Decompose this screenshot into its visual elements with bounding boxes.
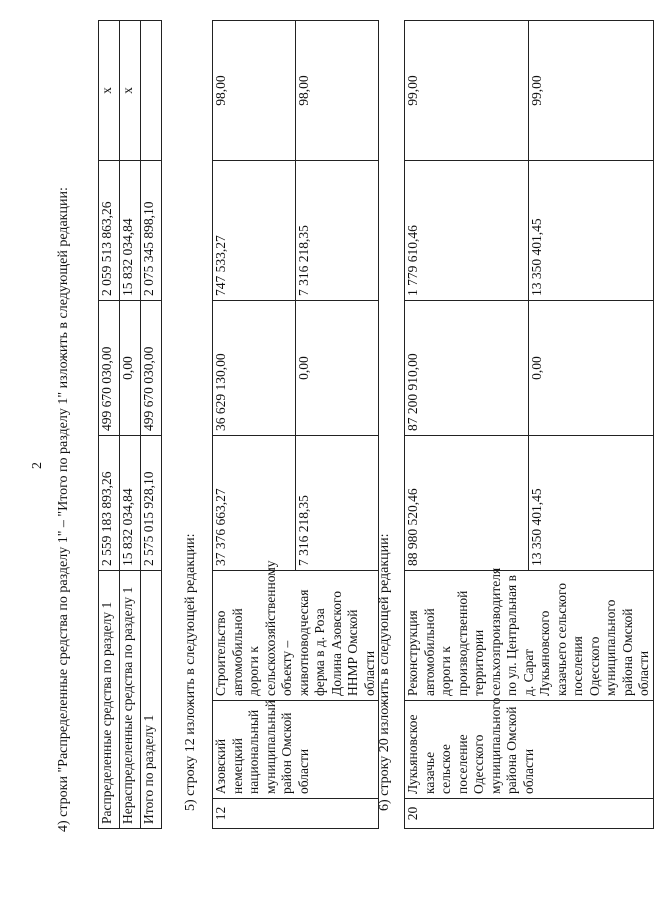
page-number: 2 bbox=[30, 462, 45, 469]
section-4-table bbox=[98, 20, 162, 829]
row-label: Нераспределенные средства по разделу 1 bbox=[120, 571, 141, 829]
municipality-name: Лукьяновское казачье сельское поселение Одесского муниципального района Омской области bbox=[405, 701, 654, 799]
value-total: 15 832 034,84 bbox=[120, 436, 141, 571]
document-page bbox=[30, 17, 651, 887]
value-total: 88 980 520,46 bbox=[405, 436, 529, 571]
value-percent: 98,00 bbox=[213, 21, 296, 161]
section-6-table bbox=[404, 20, 654, 829]
value-federal: 36 629 130,00 bbox=[213, 301, 296, 436]
value-federal: 499 670 030,00 bbox=[99, 301, 120, 436]
table-row bbox=[405, 21, 529, 829]
row-label: Итого по разделу 1 bbox=[141, 571, 162, 829]
object-name: Реконструкция автомобильной дороги к производственной территории сельхозпроизводителя по ул. Центральная в д. Сарат Лукьяновского казачьего сельского поселения Одесского муниципального района Омской области bbox=[405, 571, 654, 701]
value-total: 2 559 183 893,26 bbox=[99, 436, 120, 571]
value-regional: 2 075 345 898,10 bbox=[141, 161, 162, 301]
value-federal: 0,00 bbox=[296, 301, 379, 436]
value-total: 37 376 663,27 bbox=[213, 436, 296, 571]
value-percent: 98,00 bbox=[296, 21, 379, 161]
value-total: 13 350 401,45 bbox=[529, 436, 653, 571]
value-percent bbox=[141, 21, 162, 161]
section-5-table bbox=[212, 20, 379, 829]
value-percent: х bbox=[120, 21, 141, 161]
value-total: 2 575 015 928,10 bbox=[141, 436, 162, 571]
value-percent: 99,00 bbox=[405, 21, 529, 161]
table-row bbox=[99, 21, 120, 829]
value-percent: х bbox=[99, 21, 120, 161]
row-label: Распределенные средства по разделу 1 bbox=[99, 571, 120, 829]
value-regional: 747 533,27 bbox=[213, 161, 296, 301]
section-5-heading: 5) строку 12 изложить в следующей редакции: bbox=[183, 533, 198, 811]
row-number: 12 bbox=[213, 799, 379, 829]
value-regional: 13 350 401,45 bbox=[529, 161, 653, 301]
municipality-name: Азовский немецкий национальный муниципальный район Омской области bbox=[213, 701, 379, 799]
row-number: 20 bbox=[405, 799, 654, 829]
value-federal: 0,00 bbox=[529, 301, 653, 436]
value-total: 7 316 218,35 bbox=[296, 436, 379, 571]
table-row bbox=[141, 21, 162, 829]
value-federal: 0,00 bbox=[120, 301, 141, 436]
object-name: Строительство автомобильной дороги к сельскохозяйственному объекту – животноводческая ферма в д. Роза Долина Азовского ННМР Омской области bbox=[213, 571, 379, 701]
value-regional: 1 779 610,46 bbox=[405, 161, 529, 301]
section-4-heading: 4) строки "Распределенные средства по разделу 1" – "Итого по разделу 1" изложить в следующей редакции: bbox=[56, 187, 71, 832]
value-regional: 15 832 034,84 bbox=[120, 161, 141, 301]
table-row bbox=[213, 21, 296, 829]
value-regional: 7 316 218,35 bbox=[296, 161, 379, 301]
value-percent: 99,00 bbox=[529, 21, 653, 161]
value-federal: 87 200 910,00 bbox=[405, 301, 529, 436]
value-regional: 2 059 513 863,26 bbox=[99, 161, 120, 301]
value-federal: 499 670 030,00 bbox=[141, 301, 162, 436]
section-6-heading: 6) строку 20 изложить в следующей редакции: bbox=[377, 533, 392, 811]
table-row bbox=[120, 21, 141, 829]
